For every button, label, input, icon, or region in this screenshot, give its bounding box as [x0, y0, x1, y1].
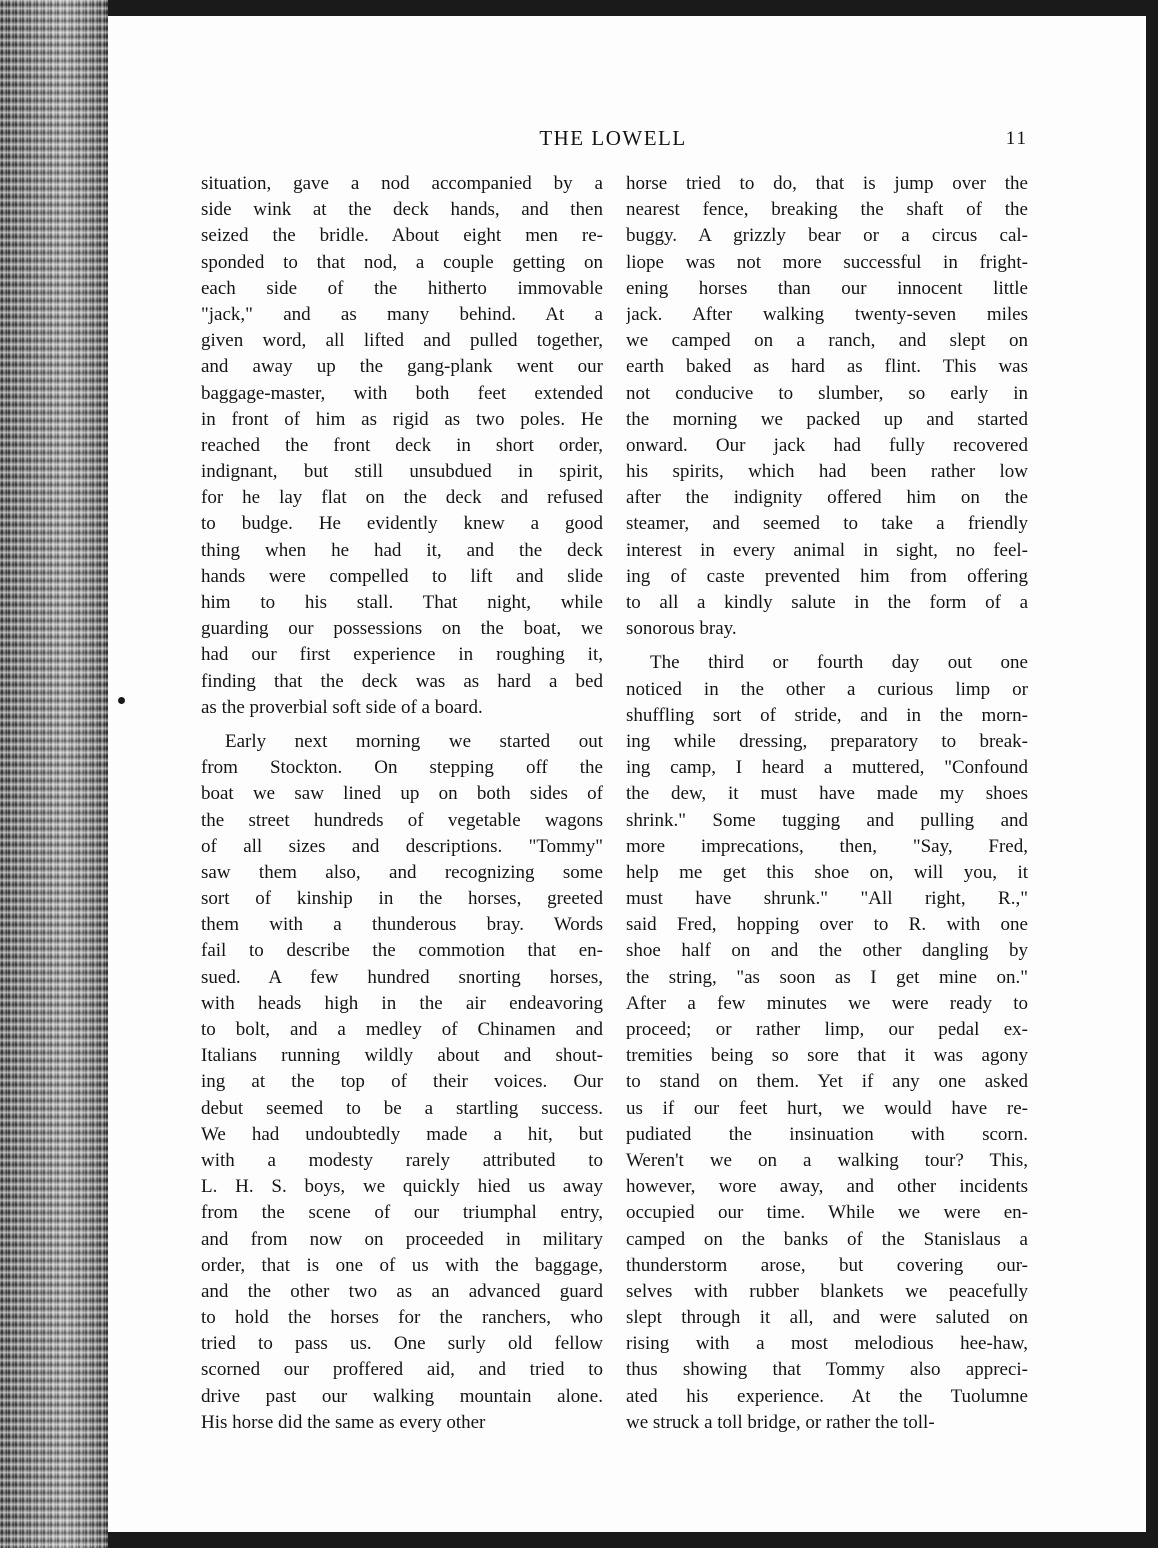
text-line: and the other two as an advanced guard — [201, 1280, 603, 1302]
text-line: interest in every animal in sight, no feel- — [626, 539, 1028, 561]
page-number: 11 — [1005, 128, 1028, 149]
text-line: the string, "as soon as I get mine on." — [626, 966, 1028, 988]
text-line: had our first experience in roughing it, — [201, 644, 603, 666]
journal-title: THE LOWELL — [539, 126, 687, 150]
text-line: sonorous bray. — [626, 618, 737, 640]
text-line: from Stockton. On stepping off the — [201, 757, 603, 779]
text-line: to hold the horses for the ranchers, who — [201, 1307, 603, 1329]
text-line: boat we saw lined up on both sides of — [201, 783, 603, 805]
paragraph — [626, 171, 1028, 642]
text-line: nearest fence, breaking the shaft of the — [626, 199, 1028, 221]
text-line: ated his experience. At the Tuolumne — [626, 1385, 1028, 1407]
text-line: slept through it all, and were saluted on — [626, 1307, 1028, 1329]
text-line: to stand on them. Yet if any one asked — [626, 1071, 1028, 1093]
text-line: sponded to that nod, a couple getting on — [201, 251, 603, 273]
text-line: from the scene of our triumphal entry, — [201, 1202, 603, 1224]
text-line: thing when he had it, and the deck — [201, 539, 603, 561]
text-line: to bolt, and a medley of Chinamen and — [201, 1019, 603, 1040]
text-line: help me get this shoe on, will you, it — [626, 861, 1028, 883]
text-line: order, that is one of us with the baggage, — [201, 1254, 603, 1276]
text-line: thus showing that Tommy also appreci- — [626, 1359, 1028, 1381]
text-line: the dew, it must have made my shoes — [626, 783, 1028, 805]
text-line: we camped on a ranch, and slept on — [626, 330, 1028, 352]
text-line: occupied our time. While we were en- — [626, 1202, 1028, 1224]
margin-ink-dot — [118, 697, 125, 704]
text-line: to all a kindly salute in the form of a — [626, 592, 1028, 613]
scan-right-border — [1146, 0, 1158, 1548]
text-line: as the proverbial soft side of a board. — [201, 696, 483, 718]
scan-top-border — [108, 0, 1158, 16]
text-line: given word, all lifted and pulled together, — [201, 330, 603, 352]
text-line: tremities being so sore that it was agony — [626, 1045, 1028, 1067]
text-line: must have shrunk." "All right, R.," — [626, 888, 1028, 910]
text-line: baggage-master, with both feet extended — [201, 382, 603, 404]
text-line: hands were compelled to lift and slide — [201, 565, 603, 587]
text-line: liope was not more successful in fright- — [626, 251, 1028, 273]
text-line: ing of caste prevented him from offering — [626, 565, 1028, 587]
text-line: noticed in the other a curious limp or — [626, 678, 1028, 700]
text-line: however, wore away, and other incidents — [626, 1176, 1028, 1198]
text-line: debut seemed to be a startling success. — [201, 1097, 603, 1119]
text-line: tried to pass us. One surly old fellow — [201, 1333, 603, 1355]
text-line: fail to describe the commotion that en- — [201, 940, 603, 962]
scanned-binding-edge — [0, 0, 108, 1548]
text-line: The third or fourth day out one — [650, 652, 1028, 674]
text-line: and from now on proceeded in military — [201, 1228, 603, 1250]
text-line: not conducive to slumber, so early in — [626, 382, 1028, 404]
text-line: steamer, and seemed to take a friendly — [626, 513, 1028, 535]
text-line: indignant, but still unsubdued in spirit, — [201, 461, 603, 483]
text-line: his spirits, which had been rather low — [626, 461, 1028, 483]
text-line: saw them also, and recognizing some — [201, 861, 603, 883]
text-line: to budge. He evidently knew a good — [201, 513, 603, 535]
text-line: the morning we packed up and started — [626, 408, 1028, 430]
right-text-column — [626, 171, 1028, 1444]
text-line: Weren't we on a walking tour? This, — [626, 1149, 1028, 1171]
text-line: sort of kinship in the horses, greeted — [201, 888, 603, 910]
text-line: the street hundreds of vegetable wagons — [201, 809, 603, 831]
text-line: for he lay flat on the deck and refused — [201, 487, 603, 509]
text-line: shuffling sort of stride, and in the morn- — [626, 704, 1028, 726]
text-line: L. H. S. boys, we quickly hied us away — [201, 1176, 603, 1198]
text-line: His horse did the same as every other — [201, 1411, 486, 1433]
text-line: Early next morning we started out — [225, 730, 603, 752]
text-line: sued. A few hundred snorting horses, — [201, 966, 603, 988]
text-line: each side of the hitherto immovable — [201, 277, 603, 299]
scan-bottom-border — [108, 1532, 1158, 1548]
text-line: ening horses than our innocent little — [626, 277, 1028, 299]
text-line: horse tried to do, that is jump over the — [626, 173, 1028, 194]
text-line: them with a thunderous bray. Words — [201, 914, 603, 936]
paragraph — [201, 729, 603, 1436]
text-line: and away up the gang-plank went our — [201, 356, 603, 378]
text-line: reached the front deck in short order, — [201, 434, 603, 456]
paragraph — [626, 650, 1028, 1436]
text-line: guarding our possessions on the boat, we — [201, 618, 603, 640]
text-line: with a modesty rarely attributed to — [201, 1149, 603, 1171]
text-line: "jack," and as many behind. At a — [201, 303, 603, 325]
text-line: rising with a most melodious hee-haw, — [626, 1333, 1028, 1355]
text-line: Italians running wildly about and shout- — [201, 1045, 603, 1067]
text-line: ing while dressing, preparatory to break- — [626, 730, 1028, 752]
text-line: shrink." Some tugging and pulling and — [626, 809, 1028, 831]
text-line: thunderstorm arose, but covering our- — [626, 1254, 1028, 1276]
text-line: camped on the banks of the Stanislaus a — [626, 1228, 1028, 1250]
text-line: earth baked as hard as flint. This was — [626, 356, 1028, 378]
text-line: said Fred, hopping over to R. with one — [626, 914, 1028, 936]
paragraph — [201, 171, 603, 721]
text-line: seized the bridle. About eight men re- — [201, 225, 603, 247]
text-line: after the indignity offered him on the — [626, 487, 1028, 509]
text-line: scorned our proffered aid, and tried to — [201, 1359, 603, 1381]
text-line: finding that the deck was as hard a bed — [201, 670, 603, 692]
text-line: ing at the top of their voices. Our — [201, 1071, 603, 1093]
text-line: in front of him as rigid as two poles. He — [201, 408, 603, 430]
text-line: pudiated the insinuation with scorn. — [626, 1123, 1028, 1145]
text-line: shoe half on and the other dangling by — [626, 940, 1028, 962]
text-line: selves with rubber blankets we peacefully — [626, 1280, 1028, 1302]
text-line: us if our feet hurt, we would have re- — [626, 1097, 1028, 1119]
text-line: side wink at the deck hands, and then — [201, 199, 603, 221]
text-line: more imprecations, then, "Say, Fred, — [626, 835, 1028, 857]
text-line: drive past our walking mountain alone. — [201, 1385, 603, 1407]
text-line: proceed; or rather limp, our pedal ex- — [626, 1019, 1028, 1040]
text-line: him to his stall. That night, while — [201, 592, 603, 613]
text-line: buggy. A grizzly bear or a circus cal- — [626, 225, 1028, 247]
text-line: with heads high in the air endeavoring — [201, 992, 603, 1014]
text-line: We had undoubtedly made a hit, but — [201, 1123, 603, 1145]
left-text-column — [201, 171, 603, 1444]
text-line: situation, gave a nod accompanied by a — [201, 173, 603, 194]
text-line: ing camp, I heard a muttered, "Confound — [626, 757, 1028, 779]
text-line: onward. Our jack had fully recovered — [626, 434, 1028, 456]
text-line: After a few minutes we were ready to — [626, 992, 1028, 1014]
text-line: jack. After walking twenty-seven miles — [626, 303, 1028, 325]
text-line: we struck a toll bridge, or rather the toll- — [626, 1411, 935, 1433]
text-line: of all sizes and descriptions. "Tommy" — [201, 835, 603, 857]
running-head — [198, 126, 1028, 156]
